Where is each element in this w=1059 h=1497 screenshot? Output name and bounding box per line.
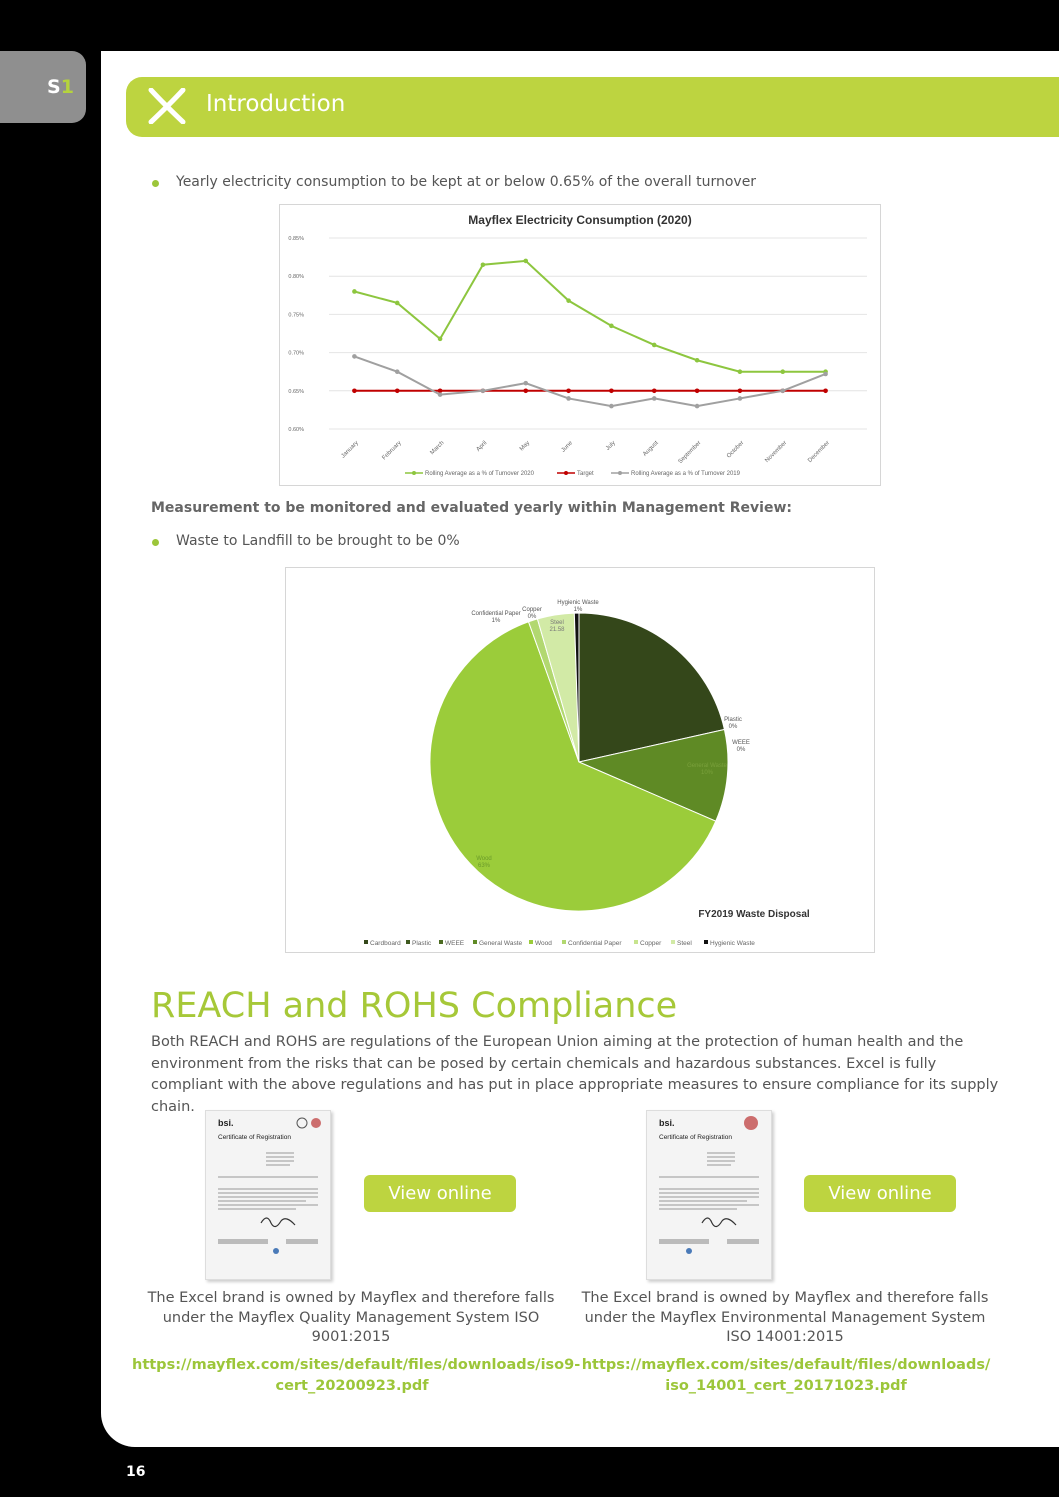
certificate-icon [647,1111,771,1279]
confidential-label: Confidential Paper [471,611,521,617]
data-point [695,389,700,394]
weee-label: WEEE [732,740,750,746]
iso14001-link[interactable] [566,1355,1006,1396]
electricity-chart [279,204,881,486]
svg-text:Certificate of Registration: Certificate of Registration [659,1134,732,1141]
y-tick-label: 0.85% [288,236,304,242]
data-point [695,358,700,363]
general-waste-label-value: 10% [700,770,714,776]
data-point [481,389,486,394]
svg-text:bsi.: bsi. [659,1118,675,1128]
x-tick-label: November [764,440,789,464]
iso14001-link-line1[interactable]: https://mayflex.com/sites/default/files/downloads/ [581,1357,991,1373]
data-point [566,396,571,401]
steel-label: Steel [550,620,564,626]
iso9001-certificate-image[interactable] [205,1110,331,1280]
iso14001-certificate-image[interactable] [646,1110,772,1280]
iso9001-link[interactable] [132,1355,581,1396]
x-tick-label: June [560,440,574,454]
y-tick-label: 0.75% [288,312,304,319]
legend-label: Steel [677,940,692,947]
data-point [438,392,443,397]
excel-x-logo-icon [148,88,186,124]
x-tick-label: February [381,440,403,462]
legend-marker [412,471,416,475]
general-waste-label: General Waste [687,763,727,769]
waste-chart [285,567,875,953]
measurement-heading: Measurement to be monitored and evaluated yearly within Management Review: [151,500,792,516]
reach-paragraph: Both REACH and ROHS are regulations of the European Union aiming at the protection of human health and the environment from the risks that can be posed by certain chemicals and hazardous substances. Excel is fully compliant with the above regulations and has put in place appropriate measures to ensure compliance for its supply chain. [151,1034,999,1115]
wood-label: Wood [476,856,492,862]
legend-swatch [473,940,477,944]
hygienic-label-value: 1% [573,607,583,613]
data-point [609,324,614,329]
waste-target-text: Waste to Landfill to be brought to be 0% [176,533,460,549]
legend-label: Rolling Average as a % of Turnover 2019 [631,471,740,477]
data-point [609,389,614,394]
data-point [780,389,785,394]
x-tick-label: May [518,440,532,453]
iso9001-link-line1[interactable]: https://mayflex.com/sites/default/files/downloads/iso9- [132,1357,581,1373]
page-number: 16 [126,1464,146,1480]
confidential-label-value: 1% [491,618,501,624]
data-point [395,369,400,374]
legend-marker [618,471,622,475]
x-tick-label: October [725,440,746,460]
data-point [738,369,743,374]
data-point [395,301,400,306]
legend-swatch [406,940,410,944]
data-point [652,389,657,394]
data-point [352,389,357,394]
wood-label-value: 63% [477,863,491,869]
legend-swatch [671,940,675,944]
data-point [481,262,486,267]
hygienic-label: Hygienic Waste [557,600,599,606]
legend-swatch [529,940,533,944]
legend-label: Plastic [412,940,432,947]
legend-label: Target [577,471,594,477]
chart-title: FY2019 Waste Disposal [698,909,810,920]
page-title: Introduction [206,91,346,117]
iso14001-caption: The Excel brand is owned by Mayflex and therefore falls under the Mayflex Environmental Management System ISO 14001:2015 [581,1290,989,1345]
legend-label: Cardboard [370,940,401,947]
legend-label: Hygienic Waste [710,940,755,947]
data-point [352,354,357,359]
x-tick-label: September [677,440,703,466]
chart-title: Mayflex Electricity Consumption (2020) [468,213,692,227]
certificate-icon [206,1111,330,1279]
svg-text:bsi.: bsi. [218,1118,234,1128]
y-tick-label: 0.70% [288,350,304,357]
y-tick-label: 0.65% [288,388,304,395]
data-point [566,298,571,303]
data-point [780,369,785,374]
steel-label-value: 21.58 [549,627,565,633]
legend-swatch [562,940,566,944]
legend-swatch [634,940,638,944]
copper-label-value: 0% [527,614,537,620]
data-point [395,389,400,394]
electricity-target-text: Yearly electricity consumption to be kept at or below 0.65% of the overall turnover [176,174,757,190]
legend-swatch [439,940,443,944]
section-tab[interactable] [0,51,86,123]
iso14001-link-line2[interactable]: iso_14001_cert_20171023.pdf [665,1377,907,1394]
data-point [566,389,571,394]
data-point [738,396,743,401]
legend-label: Copper [640,940,662,947]
section-label: S1 [47,76,74,98]
data-point [823,372,828,377]
legend-label: General Waste [479,940,523,947]
weee-label-value: 0% [736,747,746,753]
data-point [652,396,657,401]
data-point [823,389,828,394]
y-tick-label: 0.80% [288,274,304,281]
data-point [738,389,743,394]
view-online-button[interactable]: View online [364,1175,516,1212]
legend-label: Rolling Average as a % of Turnover 2020 [425,471,534,477]
legend-swatch [364,940,368,944]
bullet-dot [152,539,159,546]
data-point [523,389,528,394]
series-line [354,356,825,406]
svg-text:Certificate of Registration: Certificate of Registration [218,1134,291,1141]
data-point [609,404,614,409]
view-online-button[interactable]: View online [804,1175,956,1212]
x-tick-label: July [605,440,617,452]
iso9001-caption: The Excel brand is owned by Mayflex and therefore falls under the Mayflex Quality Management System ISO 9001:2015 [147,1290,555,1345]
data-point [523,259,528,264]
electricity-chart-svg [280,205,880,485]
plastic-label-value: 0% [728,724,738,730]
data-point [438,337,443,342]
legend-swatch [704,940,708,944]
data-point [652,343,657,348]
grid-lines [329,238,867,429]
data-point [523,381,528,386]
legend-label: WEEE [445,940,465,947]
legend-marker [564,471,568,475]
x-tick-label: March [429,440,446,457]
data-point [352,289,357,294]
bullet-dot [152,180,159,187]
x-tick-label: August [642,440,660,458]
x-tick-label: December [807,440,831,464]
y-tick-label: 0.60% [288,427,304,433]
iso9001-link-line2[interactable]: cert_20200923.pdf [275,1377,429,1394]
x-tick-label: April [475,440,489,453]
series-line [354,261,825,372]
plastic-label: Plastic [724,717,742,723]
legend-label: Confidential Paper [568,940,622,947]
waste-chart-svg [286,568,874,952]
x-tick-label: January [340,440,360,460]
legend-label: Wood [535,940,552,947]
copper-label: Copper [522,607,542,613]
section-heading: REACH and ROHS Compliance [151,986,678,1026]
data-point [695,404,700,409]
